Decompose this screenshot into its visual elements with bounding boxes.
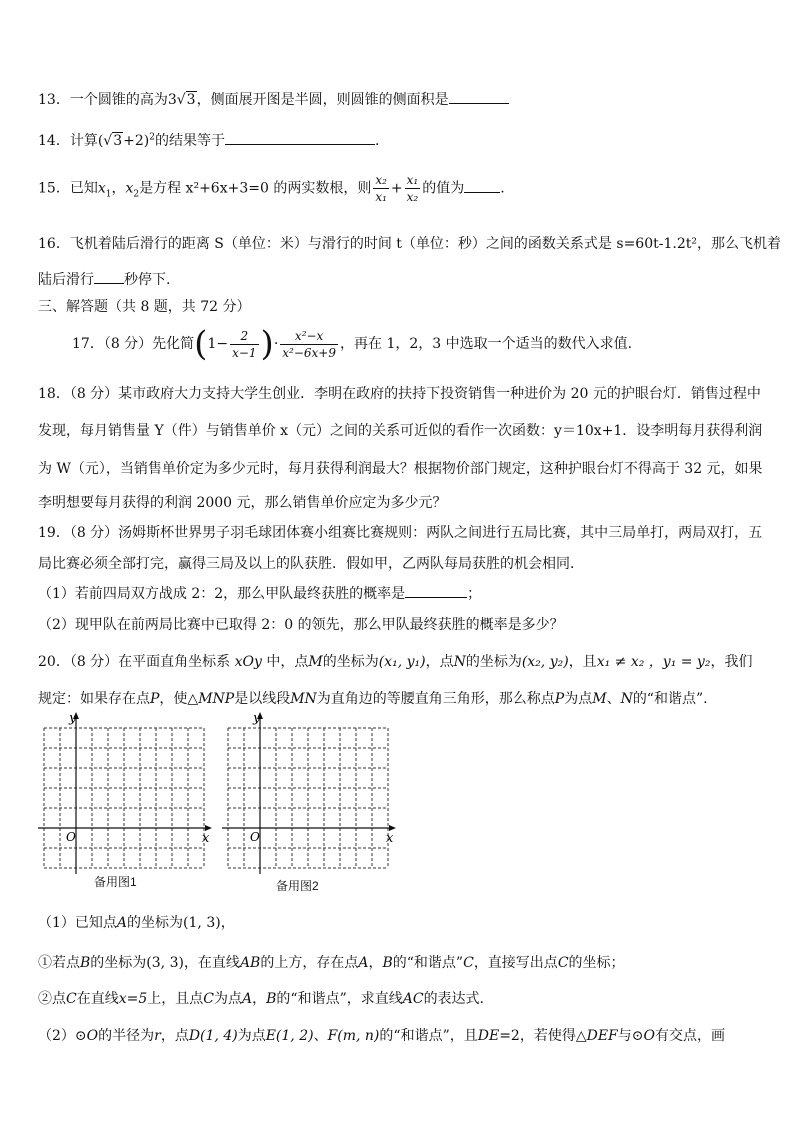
y-axis-label: y — [69, 711, 77, 726]
answer-blank — [225, 130, 375, 145]
answer-blank — [405, 583, 467, 598]
answer-blank — [464, 178, 500, 193]
q20-part2: （2）⊙O的半径为r，点D(1, 4)为点E(1, 2)、F(m, n)的“和谐点”，且DE=2，若使得△DEF与⊙O有交点，画 — [38, 1028, 725, 1044]
coordinate-grid-1 — [36, 708, 216, 878]
question-16-line1: 16．飞机着陆后滑行的距离 S（单位：米）与滑行的时间 t（单位：秒）之间的函数关系式是 s=60t-1.2t²，那么飞机着 — [38, 236, 781, 252]
x-axis-label: x — [202, 831, 210, 846]
answer-blank — [449, 89, 509, 104]
figure-caption-1: 备用图1 — [94, 875, 137, 889]
q20-part1: （1）已知点A的坐标为(1, 3)， — [38, 915, 235, 931]
question-19-part2: （2）现甲队在前两局比赛中已取得 2：0 的领先，那么甲队最终获胜的概率是多少？ — [38, 617, 564, 633]
question-20-line1: 20．（8 分）在平面直角坐标系 xOy 中，点M的坐标为(x₁, y₁)，点N的坐标为(x₂, y₂)，且x₁ ≠ x₂ ，y₁ = y₂，我们 — [38, 654, 753, 670]
origin-label: O — [66, 830, 76, 844]
y-axis-label: y — [253, 711, 261, 726]
question-17: 17．（8 分）先化简(1− $\frac{2}{x-1}$ )· $\frac{\text{x²−x}}{\text{x²−6x+9}}$ ，再在 1，2，3 中选取一个适当的数代入求值. — [72, 324, 633, 364]
question-16-line2: 陆后滑行 秒停下. — [38, 269, 170, 289]
fraction-x2-x1: $\frac{\text{x₂}}{\text{x₁}}$ — [375, 173, 387, 204]
question-19-part1: （1）若前四局双方战成 2：2，那么甲队最终获胜的概率是 ； — [38, 583, 481, 603]
q20-part1-b: ②点C在直线x=5上，且点C为点A，B的“和谐点”，求直线AC的表达式. — [38, 991, 485, 1007]
question-18-line2: 发现，每月销售量 Y（件）与销售单价 x（元）之间的关系可近似的看作一次函数：y＝10x+1．设李明每月获得利润 — [38, 423, 763, 439]
q20-part1-a: ①若点B的坐标为(3, 3)，在直线AB的上方，存在点A，B的“和谐点”C，直接写出点C的坐标； — [38, 955, 625, 971]
figure-caption-2: 备用图2 — [276, 879, 319, 893]
coordinate-grid-2 — [220, 708, 400, 878]
question-19-line2: 局比赛必须全部打完，赢得三局及以上的队获胜．假如甲，乙两队每局获胜的机会相同． — [38, 556, 584, 572]
question-18-line1: 18．（8 分）某市政府大力支持大学生创业．李明在政府的扶持下投资销售一种进价为 20 元的护眼台灯．销售过程中 — [38, 386, 761, 402]
question-15: 15．已知$x_1$，$x_2$是方程 x²+6x+3=0 的两实数根，则 $\frac{\text{x₂}}{\text{x₁}}$ + $\frac{\text{x₁}}{\text{x₂}}$ 的值为 . — [38, 173, 505, 204]
section-heading: 三、解答题（共 8 题，共 72 分） — [38, 299, 251, 315]
question-18-line3: 为 W（元），当销售单价定为多少元时，每月获得利润最大？根据物价部门规定，这种护眼台灯不得高于 32 元，如果 — [38, 461, 763, 477]
question-13: 13．一个圆锥的高为3√3，侧面展开图是半圆，则圆锥的侧面积是 — [38, 89, 509, 109]
question-14: 14．计算$(√3+2)^2$的结果等于 . — [38, 130, 379, 150]
fraction-x1-x2: $\frac{\text{x₁}}{\text{x₂}}$ — [406, 173, 419, 204]
x-axis-label: x — [386, 831, 394, 846]
question-20-line2: 规定：如果存在点P，使△MNP是以线段MN为直角边的等腰直角三角形，那么称点P为点M、N的“和谐点”. — [38, 691, 708, 707]
origin-label: O — [250, 830, 260, 844]
answer-blank — [94, 269, 124, 284]
question-18-line4: 李明想要每月获得的利润 2000 元，那么销售单价应定为多少元？ — [38, 495, 447, 511]
question-19-line1: 19．（8 分）汤姆斯杯世界男子羽毛球团体赛小组赛比赛规则：两队之间进行五局比赛，其中三局单打，两局双打，五 — [38, 525, 763, 541]
